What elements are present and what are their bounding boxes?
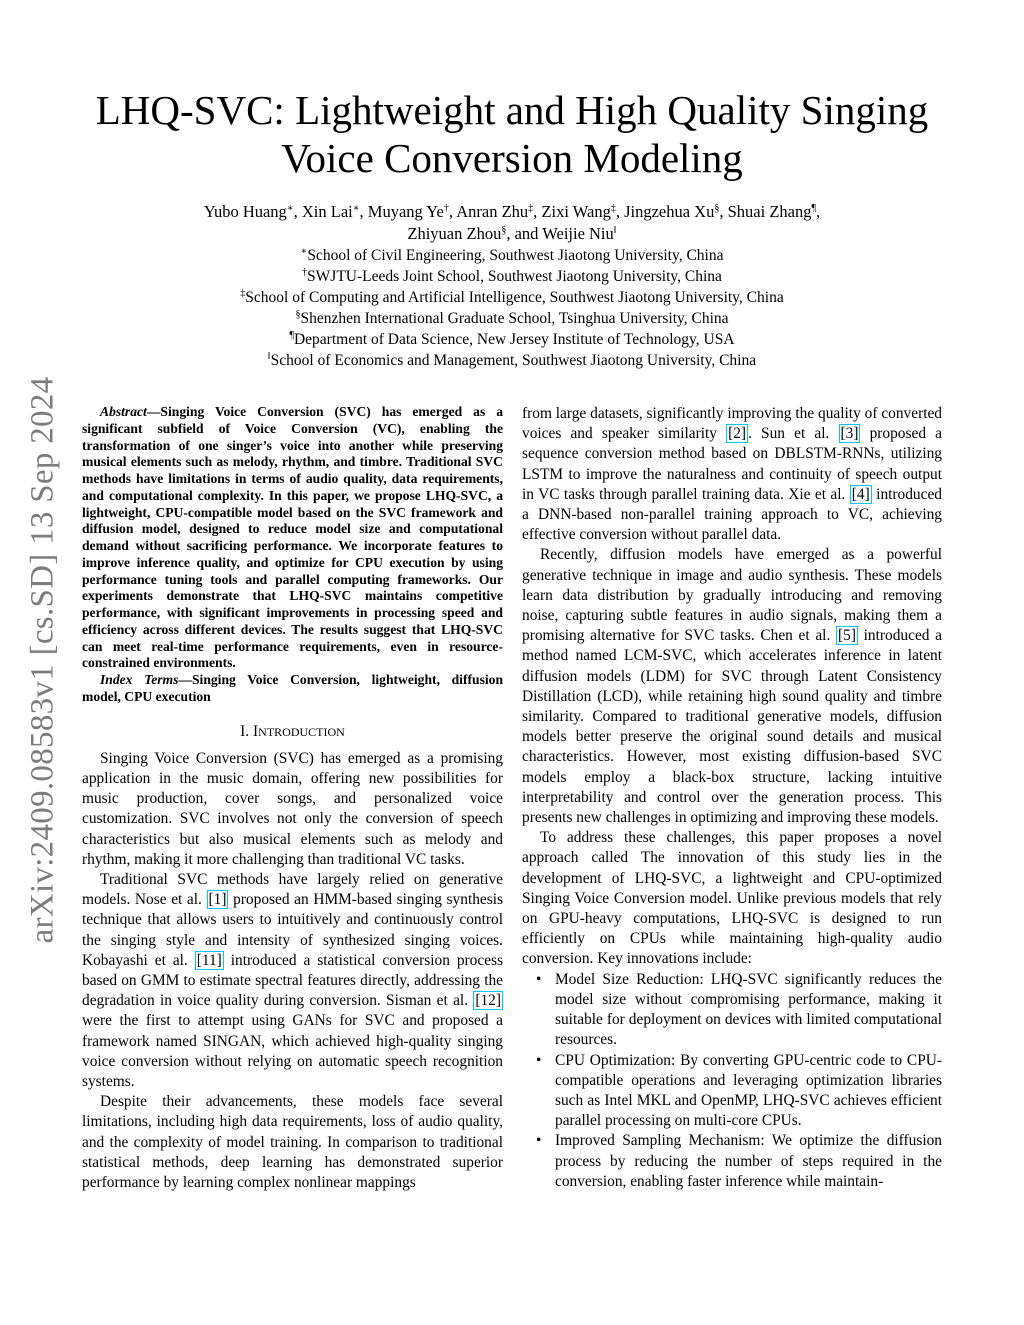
affiliation-line: ∗School of Civil Engineering, Southwest Jiaotong University, China — [300, 246, 724, 264]
paper-title: LHQ-SVC: Lightweight and High Quality Singing Voice Conversion Modeling — [95, 87, 929, 181]
citation-link[interactable]: [4] — [851, 485, 870, 503]
list-item: • Model Size Reduction: LHQ-SVC significantly reduces the model size without compromising performance, making it suitable for deployment on devices with limited computational resources. — [536, 970, 942, 1049]
section-heading-introduction: I. INTRODUCTION — [240, 722, 345, 740]
citation-link[interactable]: [2] — [728, 425, 747, 443]
author-line-2: Zhiyuan Zhou§, and Weijie Niu‖ — [407, 224, 617, 243]
intro-paragraph-4: from large datasets, significantly improving the quality of converted voices and speaker similarity [2] . Sun et al. [3] proposed a sequence conversion method based on DBLSTM-RNNs, utilizing LSTM to improve the naturalness and continuity of speech output in VC tasks through parallel training data. Xie et al. [4] introduced a DNN-based non-parallel training approach to VC, achieving effective conversion without parallel data. — [522, 405, 942, 544]
innovation-list — [522, 970, 942, 1192]
list-item: • Improved Sampling Mechanism: We optimize the diffusion process by reducing the number of steps required in the conversion, enabling faster inference while maintain- — [536, 1132, 942, 1190]
affiliation-line: §Shenzhen International Graduate School, Tsinghua University, China — [295, 309, 729, 327]
intro-paragraph-1: Singing Voice Conversion (SVC) has emerged as a promising application in the music domain, offering new possibilities for music production, cover songs, and personalized voice customization. SVC involves not only the conversion of speech characteristics but also musical elements such as melody and rhythm, making it more challenging than traditional VC tasks. — [82, 749, 503, 868]
affiliation-line: †SWJTU-Leeds Joint School, Southwest Jiaotong University, China — [302, 267, 722, 285]
bullet-icon: • — [536, 1132, 542, 1150]
intro-paragraph-6: To address these challenges, this paper proposes a novel approach called The innovation of this study lies in the development of LHQ-SVC, a lightweight and CPU-optimized Singing Voice Conversion model. Unlike previous models that rely on GPU-heavy computations, LHQ-SVC is designed to run efficiently on CPUs while maintaining high-quality audio conversion. Key innovations include: — [522, 829, 942, 968]
bullet-icon: • — [536, 970, 542, 988]
citation-link[interactable]: [1] — [208, 891, 227, 909]
intro-paragraph-5: Recently, diffusion models have emerged as a powerful generative technique in image and audio synthesis. These models learn data distribution by gradually introducing and removing noise, capturing subtle features in audio signals, making them a promising alternative for SVC tasks. Chen et al. [5] introduced a method named LCM-SVC, which accelerates inference in latent diffusion models (LDM) for SVC through Latent Consistency Distillation (LCD), while retaining high sound quality and timbre similarity. Compared to traditional generative models, diffusion models better preserve the original sound details and musical characteristics. However, most existing diffusion-based SVC models employ a black-box structure, lacking intuitive interpretability and control over the generation process. This presents new challenges in optimizing and improving these models. — [522, 546, 942, 827]
affiliation-line: ‡School of Computing and Artificial Intelligence, Southwest Jiaotong University, China — [240, 288, 784, 306]
author-list — [100, 201, 924, 245]
list-item: • CPU Optimization: By converting GPU-centric code to CPU-compatible operations and leveraging optimization libraries such as Intel MKL and OpenMP, LHQ-SVC achieves efficient parallel processing on multi-core CPUs. — [536, 1051, 942, 1130]
author-line-1: Yubo Huang∗, Xin Lai∗, Muyang Ye†, Anran Zhu‡, Zixi Wang‡, Jingzehua Xu§, Shuai Zhang¶, — [203, 202, 821, 221]
citation-link[interactable]: [11] — [196, 951, 222, 969]
citation-link[interactable]: [12] — [475, 992, 501, 1010]
intro-paragraph-2: Traditional SVC methods have largely relied on generative models. Nose et al. [1] proposed an HMM-based singing synthesis technique that allows users to intuitively and continuously control the singing style and intensity of synthesized singing voices. Kobayashi et al. [11] introduced a statistical conversion process based on GMM to estimate spectral features directly, addressing the degradation in voice quality during conversion. Sisman et al. [12] were the first to attempt using GANs for SVC and proposed a framework named SINGAN, which achieved high-quality singing voice conversion without relying on automatic speech recognition systems. — [82, 870, 504, 1090]
left-column — [82, 404, 503, 1193]
arxiv-stamp — [4, 360, 82, 960]
abstract: Abstract—Singing Voice Conversion (SVC) has emerged as a significant subfield of Voice Conversion (VC), enabling the transformation of one singer’s voice into another while preserving musical elements such as melody, rhythm, and timbre. Traditional SVC methods have limitations in terms of audio quality, data requirements, and computational complexity. In this paper, we propose LHQ-SVC, a lightweight, CPU-compatible model based on the SVC framework and diffusion model, designed to reduce model size and computational demand without sacrificing performance. We incorporate features to improve inference quality, and optimize for CPU execution by using performance tuning tools and parallel computing frameworks. Our experiments demonstrate that LHQ-SVC maintains competitive performance, with significant improvements in processing speed and efficiency across different devices. The results suggest that LHQ-SVC can meet real-time performance requirements, even in resource-constrained environments. — [82, 404, 503, 671]
affiliation-line: ¶Department of Data Science, New Jersey Institute of Technology, USA — [289, 330, 735, 348]
arxiv-id: arXiv:2409.08583v1 [cs.SD] 13 Sep 2024 — [24, 376, 61, 944]
affiliation-line: ‖School of Economics and Management, Southwest Jiaotong University, China — [267, 351, 757, 369]
affiliation-list — [100, 245, 924, 371]
citation-link[interactable]: [3] — [840, 425, 859, 443]
index-terms: Index Terms—Singing Voice Conversion, lightweight, diffusion model, CPU execution — [82, 672, 504, 704]
bullet-icon: • — [536, 1051, 542, 1069]
intro-paragraph-3: Despite their advancements, these models face several limitations, including high data requirements, loss of audio quality, and the complexity of model training. In comparison to traditional statistical methods, deep learning has demonstrated superior performance by learning complex nonlinear mappings — [82, 1093, 503, 1191]
citation-link[interactable]: [5] — [838, 627, 856, 645]
right-column — [522, 404, 942, 1192]
